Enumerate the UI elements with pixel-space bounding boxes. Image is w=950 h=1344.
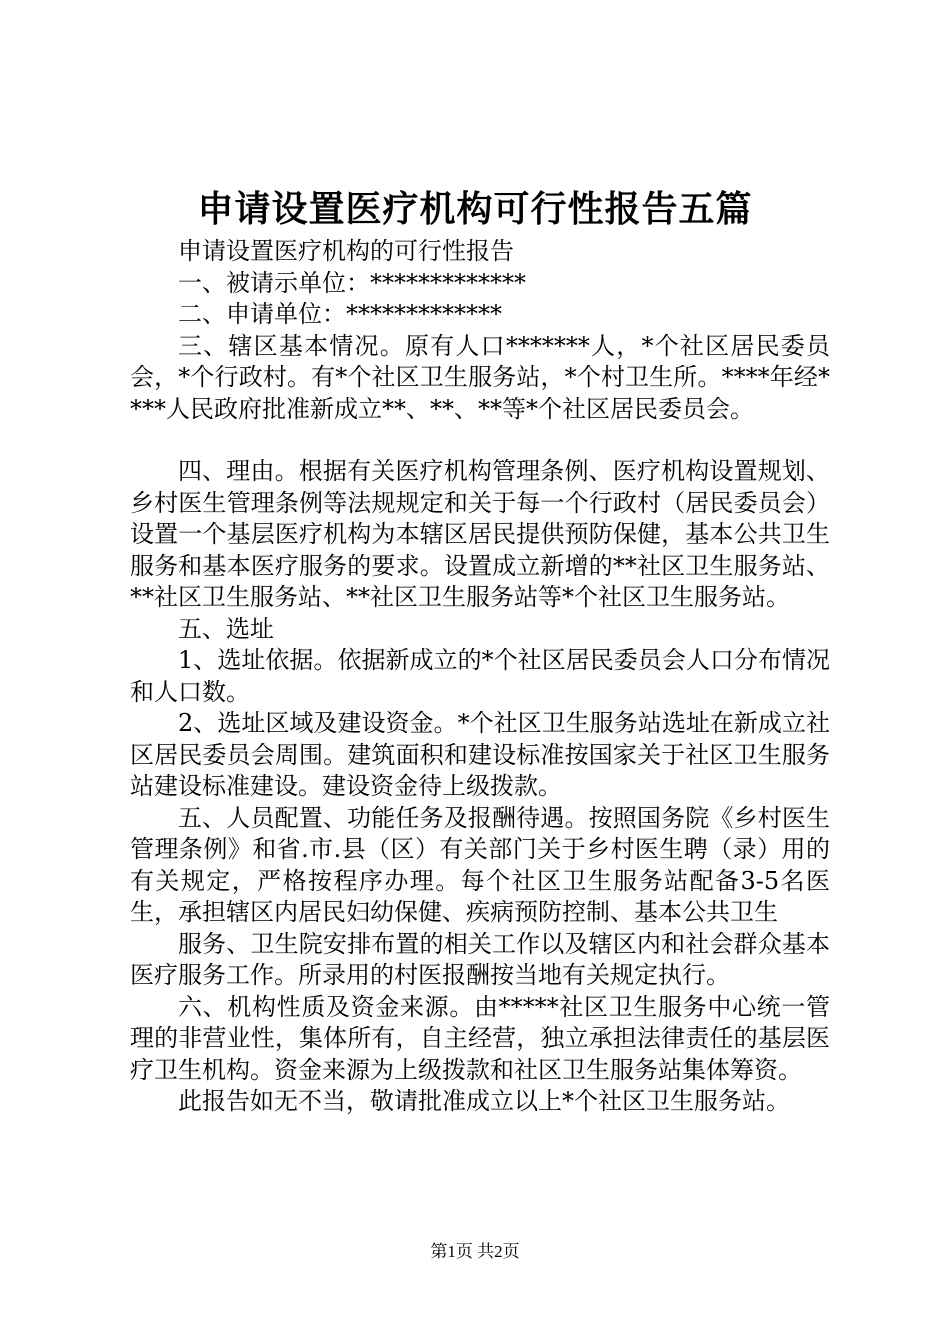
paragraph-staffing-continued: 服务、卫生院安排布置的相关工作以及辖区内和社会群众基本医疗服务工作。所录用的村医报酬按当地有关规定执行。 xyxy=(130,929,830,989)
paragraph-closing: 此报告如无不当，敬请批准成立以上*个社区卫生服务站。 xyxy=(178,1087,790,1115)
paragraph-reasons: 四、理由。根据有关医疗机构管理条例、医疗机构设置规划、乡村医生管理条例等法规规定和关于每一个行政村（居民委员会）设置一个基层医疗机构为本辖区居民提供预防保健，基本公共卫生服务和基本医疗服务的要求。设置成立新增的**社区卫生服务站、**社区卫生服务站、**社区卫生服务站等*个社区卫生服务站。 xyxy=(130,457,830,611)
paragraph-applicant: 二、申请单位：************* xyxy=(178,300,502,328)
paragraph-heading: 申请设置医疗机构的可行性报告 xyxy=(178,237,514,265)
paragraph-district-info: 三、辖区基本情况。原有人口*******人，*个社区居民委员会，*个行政村。有*个社区卫生服务站，*个村卫生所。****年经****人民政府批准新成立**、**、**等*个社区居民委员会。 xyxy=(130,331,830,423)
document-body xyxy=(130,236,830,1118)
paragraph-recipient: 一、被请示单位：************* xyxy=(178,268,526,297)
paragraph-staffing: 五、人员配置、功能任务及报酬待遇。按照国务院《乡村医生管理条例》和省.市.县（区）有关部门关于乡村医生聘（录）用的有关规定，严格按程序办理。每个社区卫生服务站配备3-5名医生，承担辖区内居民妇幼保健、疾病预防控制、基本公共卫生 xyxy=(130,803,830,926)
paragraph-site-area-funding: 2、选址区域及建设资金。*个社区卫生服务站选址在新成立社区居民委员会周围。建筑面积和建设标准按国家关于社区卫生服务站建设标准建设。建设资金待上级拨款。 xyxy=(130,709,830,800)
paragraph-nature-funding: 六、机构性质及资金来源。由*****社区卫生服务中心统一管理的非营业性，集体所有，自主经营，独立承担法律责任的基层医疗卫生机构。资金来源为上级拨款和社区卫生服务站集体筹资。 xyxy=(130,992,830,1084)
paragraph-site-basis: 1、选址依据。依据新成立的*个社区居民委员会人口分布情况和人口数。 xyxy=(130,646,830,706)
document-title: 申请设置医疗机构可行性报告五篇 xyxy=(197,189,753,230)
paragraph-site-selection: 五、选址 xyxy=(178,614,274,643)
page-footer: 第1页 共2页 xyxy=(430,1242,520,1261)
